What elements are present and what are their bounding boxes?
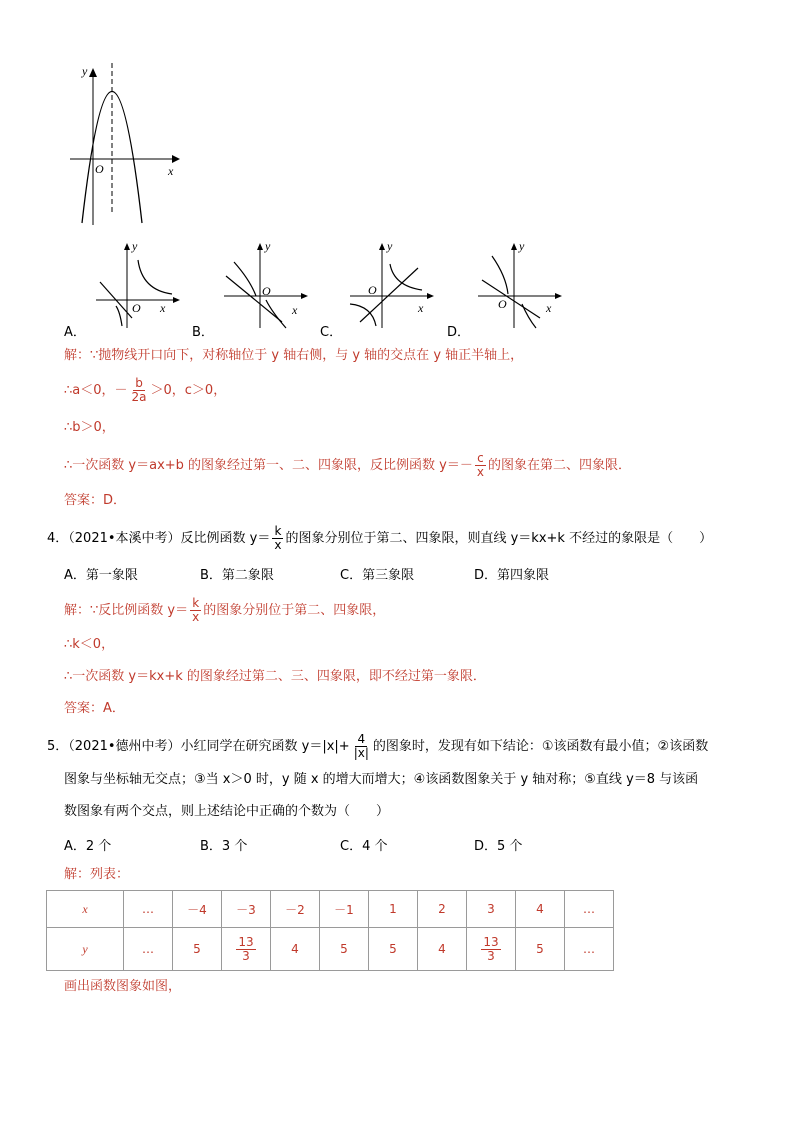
table-cell: 5 — [516, 928, 565, 971]
q4-sol1-text: 解：∵反比例函数 y＝ — [64, 603, 189, 618]
option-graph-c — [346, 240, 436, 330]
q4-answer: 答案：A． — [64, 701, 125, 716]
x-axis-arrow — [555, 293, 562, 299]
option-graph-d — [474, 240, 564, 330]
q4-solution-line-3: ∴一次函数 y＝kx+k 的图象经过第二、三、四象限，即不经过第一象限． — [64, 669, 486, 684]
table-cell — [222, 928, 271, 971]
fraction: $\frac{k}{x}$ — [274, 524, 282, 552]
table-cell: 2 — [418, 891, 467, 928]
value-table — [46, 890, 614, 971]
x-axis-label: x — [546, 301, 552, 315]
fraction: $\frac{c}{x}$ — [476, 451, 484, 479]
table-cell: 1 — [369, 891, 418, 928]
table-cell: －4 — [173, 891, 222, 928]
q3-sol4-text: ∴一次函数 y＝ax+b 的图象经过第一、二、四象限，反比例函数 y＝－ — [64, 458, 473, 473]
y-axis-label: y — [387, 240, 393, 253]
option-d-label[interactable]: D． — [447, 325, 471, 340]
x-axis-label: x — [160, 301, 166, 315]
fraction: $\frac{4}{|x|}$ — [353, 732, 369, 760]
table-header-x: x — [47, 891, 124, 928]
q4-option-a[interactable]: A．第一象限 — [64, 568, 138, 583]
q3-solution-line-2 — [64, 377, 226, 404]
hyperbola-branch — [116, 306, 122, 326]
q5-option-d[interactable]: D．5 个 — [474, 839, 523, 854]
q3-solution-line-3: ∴b＞0， — [64, 420, 115, 435]
option-b-label[interactable]: B． — [192, 325, 214, 340]
hyperbola-branch — [350, 304, 376, 326]
q5-option-b[interactable]: B．3 个 — [200, 839, 248, 854]
table-cell: … — [565, 891, 614, 928]
hyperbola-branch — [522, 304, 536, 328]
table-row — [47, 928, 614, 971]
origin-label: O — [368, 283, 377, 297]
y-axis-arrow — [89, 68, 97, 77]
table-cell: －2 — [271, 891, 320, 928]
q3-answer: 答案：D． — [64, 493, 127, 508]
table-cell: 4 — [271, 928, 320, 971]
q5-stem-text-end: 的图象时，发现有如下结论：①该函数有最小值；②该函数 — [372, 739, 709, 754]
table-header-y: y — [47, 928, 124, 971]
table-cell: 5 — [173, 928, 222, 971]
q3-sol4-text-end: 的图象在第二、四象限． — [487, 458, 631, 473]
origin-label: O — [132, 301, 141, 315]
hyperbola-branch — [390, 264, 422, 290]
y-axis-label: y — [519, 240, 525, 253]
table-cell: 4 — [516, 891, 565, 928]
fraction: $\frac{13}{3}$ — [238, 934, 254, 963]
q3-solution-line-1: 解：∵抛物线开口向下，对称轴位于 y 轴右侧，与 y 轴的交点在 y 轴正半轴上， — [64, 348, 524, 363]
y-axis-arrow — [379, 243, 385, 250]
table-cell: 3 — [467, 891, 516, 928]
q4-solution-line-2: ∴k＜0， — [64, 637, 115, 652]
origin-label: O — [95, 162, 104, 176]
q3-sol2-text-end: ＞0，c＞0， — [150, 383, 227, 398]
table-row — [47, 891, 614, 928]
y-axis-arrow — [257, 243, 263, 250]
x-axis-arrow — [301, 293, 308, 299]
y-axis-label: y — [82, 64, 88, 78]
line-graph — [226, 276, 282, 322]
y-axis-arrow — [124, 243, 130, 250]
x-axis-arrow — [173, 297, 180, 303]
x-axis-arrow — [172, 155, 180, 163]
q5-solution-draw: 画出函数图象如图， — [64, 979, 182, 994]
origin-label: O — [498, 297, 507, 311]
table-cell: … — [124, 891, 173, 928]
hyperbola-branch — [138, 260, 172, 294]
table-cell — [467, 928, 516, 971]
x-axis-arrow — [427, 293, 434, 299]
q5-stem-line-1 — [47, 733, 708, 760]
q4-solution-line-1 — [64, 597, 385, 624]
q5-stem-line-3: 数图象有两个交点，则上述结论中正确的个数为（ ） — [64, 804, 390, 819]
fraction: $\frac{b}{2a}$ — [131, 376, 147, 404]
q4-sol1-text-end: 的图象分别位于第二、四象限， — [203, 603, 386, 618]
q3-solution-line-4 — [64, 452, 631, 479]
table-cell: … — [565, 928, 614, 971]
q5-stem-text: 5．（2021•德州中考）小红同学在研究函数 y＝|x|+ — [47, 739, 350, 754]
option-graph-b — [220, 240, 310, 330]
option-a-label[interactable]: A． — [64, 325, 86, 340]
q3-sol2-text: ∴a＜0，－ — [64, 383, 128, 398]
option-c-label[interactable]: C． — [320, 325, 343, 340]
table-cell: 5 — [320, 928, 369, 971]
y-axis-label: y — [265, 240, 271, 253]
option-graph-a — [92, 240, 182, 330]
line-graph — [482, 280, 540, 318]
hyperbola-branch — [266, 300, 286, 328]
q4-option-d[interactable]: D．第四象限 — [474, 568, 550, 583]
q4-option-c[interactable]: C．第三象限 — [340, 568, 415, 583]
origin-label: O — [262, 284, 271, 298]
fraction: $\frac{13}{3}$ — [483, 934, 499, 963]
q5-option-a[interactable]: A．2 个 — [64, 839, 112, 854]
table-cell: 5 — [369, 928, 418, 971]
y-axis-arrow — [511, 243, 517, 250]
q5-solution-list: 解：列表： — [64, 867, 130, 882]
q4-stem-text-end: 的图象分别位于第二、四象限，则直线 y＝kx+k 不经过的象限是（ ） — [285, 531, 713, 546]
q4-stem-text: 4．（2021•本溪中考）反比例函数 y＝ — [47, 531, 271, 546]
fraction: $\frac{k}{x}$ — [192, 596, 200, 624]
x-axis-label: x — [418, 301, 424, 315]
q4-stem — [47, 525, 712, 552]
q5-stem-line-2: 图象与坐标轴无交点；③当 x＞0 时，y 随 x 的增大而增大；④该函数图象关于 y 轴对称；⑤直线 y＝8 与该函 — [64, 772, 699, 787]
y-axis-label: y — [132, 240, 138, 253]
q4-option-b[interactable]: B．第二象限 — [200, 568, 274, 583]
table-cell: －1 — [320, 891, 369, 928]
x-axis-label: x — [168, 164, 174, 178]
table-cell: … — [124, 928, 173, 971]
parabola-graph — [62, 55, 187, 230]
table-cell: 4 — [418, 928, 467, 971]
table-cell: －3 — [222, 891, 271, 928]
x-axis-label: x — [292, 303, 298, 317]
q5-option-c[interactable]: C．4 个 — [340, 839, 388, 854]
